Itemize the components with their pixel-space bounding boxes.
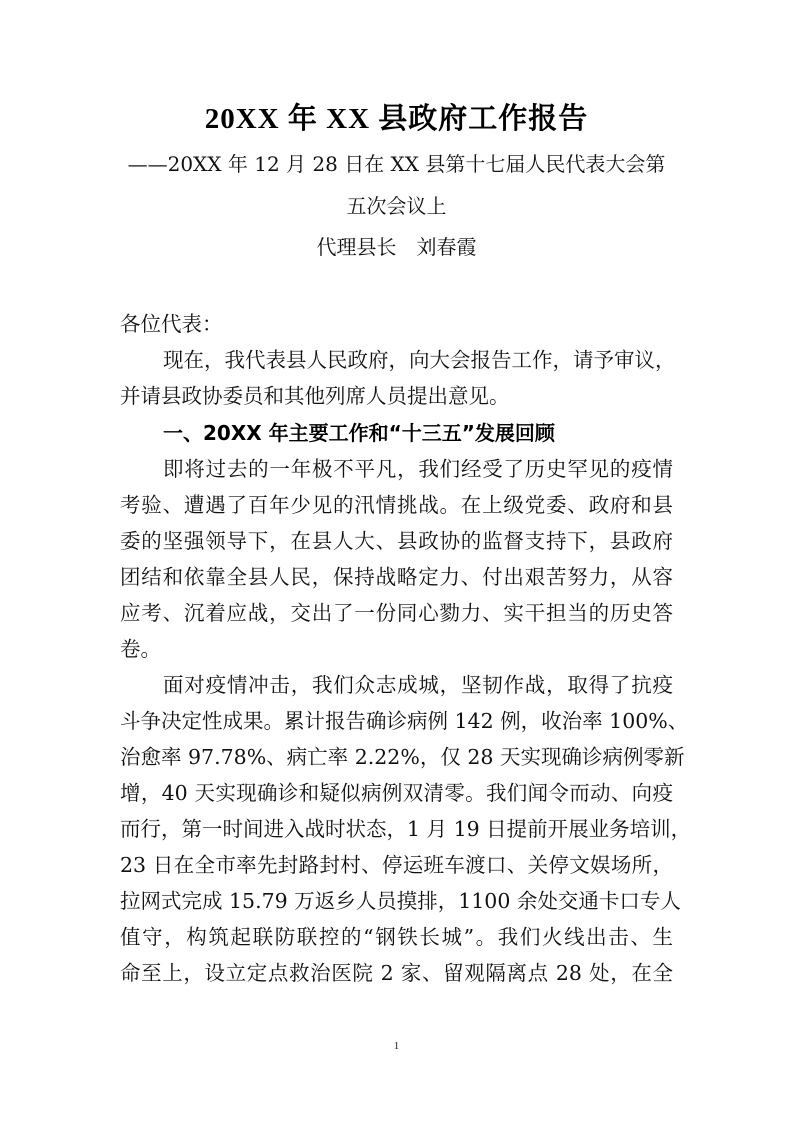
document-subtitle-line2: 五次会议上 bbox=[346, 194, 447, 218]
body-line: 并请县政协委员和其他列席人员提出意见。 bbox=[120, 384, 510, 408]
document-title: 20XX 年 XX 县政府工作报告 bbox=[204, 103, 589, 135]
body-line: 斗争决定性成果。累计报告确诊病例 142 例，收治率 100%、 bbox=[120, 709, 689, 733]
body-line: 命至上，设立定点救治医院 2 家、留观隔离点 28 处，在全 bbox=[120, 961, 673, 985]
body-line: 增，40 天实现确诊和疑似病例双清零。我们闻令而动、向疫 bbox=[120, 781, 673, 805]
section-heading: 一、20XX 年主要工作和“十三五”发展回顾 bbox=[163, 421, 555, 445]
document-subtitle-line1: ——20XX 年 12 月 28 日在 XX 县第十七届人民代表大会第 bbox=[127, 152, 666, 176]
body-line: 即将过去的一年极不平凡，我们经受了历史罕见的疫情 bbox=[163, 457, 673, 481]
body-line: 拉网式完成 15.79 万返乡人员摸排，1100 余处交通卡口专人 bbox=[120, 889, 681, 913]
body-line: 值守，构筑起联防联控的“钢铁长城”。我们火线出击、生 bbox=[120, 925, 673, 949]
body-line: 23 日在全市率先封路封村、停运班车渡口、关停文娱场所， bbox=[120, 853, 673, 877]
body-line: 团结和依靠全县人民，保持战略定力、付出艰苦努力，从容 bbox=[120, 565, 673, 589]
salutation: 各位代表： bbox=[120, 312, 223, 336]
body-line: 治愈率 97.78%、病亡率 2.22%，仅 28 天实现确诊病例零新 bbox=[120, 745, 685, 769]
body-line: 考验、遭遇了百年少见的汛情挑战。在上级党委、政府和县 bbox=[120, 493, 673, 517]
body-line: 委的坚强领导下，在县人大、县政协的监督支持下，县政府 bbox=[120, 529, 673, 553]
body-line: 而行，第一时间进入战时状态，1 月 19 日提前开展业务培训， bbox=[120, 817, 692, 841]
body-line: 卷。 bbox=[120, 637, 161, 661]
document-author: 代理县长 刘春霞 bbox=[316, 235, 477, 259]
page-number: 1 bbox=[393, 1040, 400, 1052]
body-line: 面对疫情冲击，我们众志成城，坚韧作战，取得了抗疫 bbox=[163, 673, 673, 697]
body-line: 应考、沉着应战，交出了一份同心勠力、实干担当的历史答 bbox=[120, 601, 673, 625]
body-line: 现在，我代表县人民政府，向大会报告工作，请予审议， bbox=[163, 348, 676, 372]
